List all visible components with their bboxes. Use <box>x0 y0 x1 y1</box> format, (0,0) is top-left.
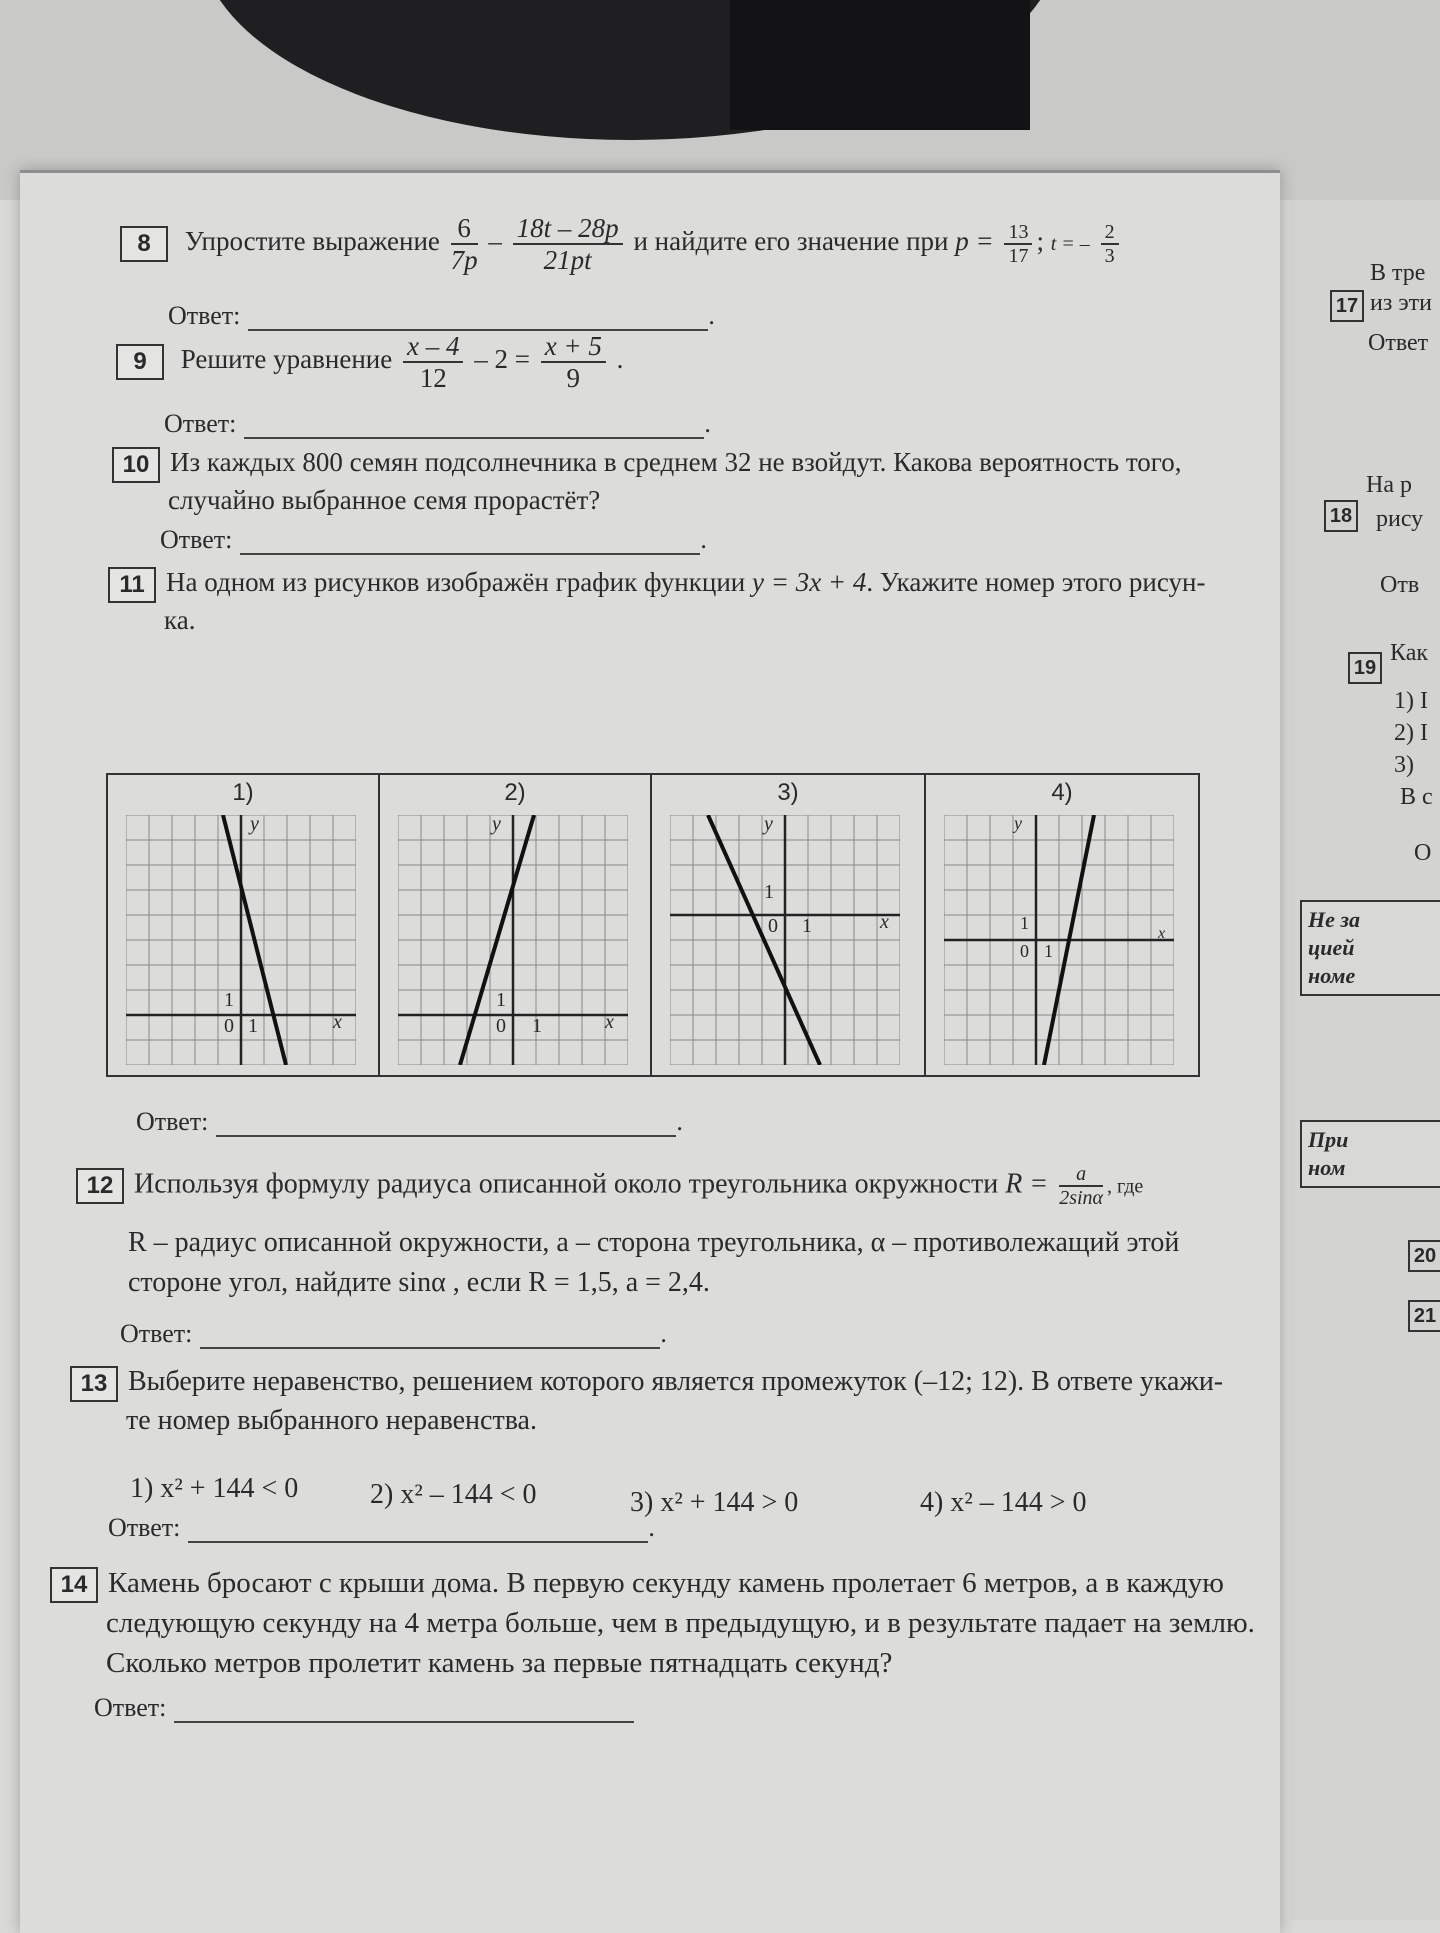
task-line <box>76 1163 1276 1209</box>
y-unit-label: 1 <box>1020 913 1029 933</box>
answer-field[interactable] <box>240 531 700 555</box>
task-line <box>50 1563 1270 1603</box>
numerator: x – 4 <box>403 331 463 363</box>
answer-field[interactable] <box>248 307 708 331</box>
answer-dot: . <box>708 301 715 330</box>
answer-label: Ответ: <box>108 1513 181 1542</box>
p-equals: p = <box>955 226 994 257</box>
numerator: 6 <box>451 213 478 245</box>
task-10 <box>112 445 1272 517</box>
graph-label: 2) <box>504 779 526 806</box>
graph-2-plot <box>398 815 628 1065</box>
task-number-21: 21 <box>1408 1300 1440 1332</box>
graph-options <box>106 773 1200 1077</box>
denominator: 3 <box>1104 245 1115 267</box>
task-number: 11 <box>108 567 156 603</box>
denominator: 12 <box>419 363 447 393</box>
answer-field[interactable] <box>188 1519 648 1543</box>
task-number-17: 17 <box>1330 290 1364 322</box>
option-2[interactable]: 2) x² – 144 < 0 <box>370 1479 537 1510</box>
x-axis-label: x <box>880 911 889 933</box>
answer-dot: . <box>676 1107 683 1136</box>
answer-10 <box>160 525 707 555</box>
task-line: следующую секунду на 4 метра больше, чем в предыдущую, и в результате падает на землю. <box>106 1607 1255 1640</box>
task-number: 8 <box>120 226 168 262</box>
task-text: Камень бросают с крыши дома. В первую секунду камень пролетает 6 метров, а в каждую <box>108 1567 1224 1599</box>
y-unit-label: 1 <box>496 989 506 1011</box>
text-17b: из эти <box>1370 290 1432 316</box>
answer-field[interactable] <box>244 415 704 439</box>
answer-label: Ответ: <box>168 301 241 330</box>
side-note-1 <box>1300 900 1440 996</box>
side-note-line: Не за <box>1308 907 1360 932</box>
answer-label: Ответ: <box>136 1107 209 1136</box>
answer-11 <box>136 1107 683 1137</box>
task-line: те номер выбранного неравенства. <box>126 1404 537 1436</box>
answer-dot: . <box>700 525 707 554</box>
task-line: Сколько метров пролетит камень за первые пятнадцать секунд? <box>106 1647 893 1680</box>
numerator: 13 <box>1004 221 1032 245</box>
task-text: и найдите его значение при <box>633 226 949 257</box>
task-text: На одном из рисунков изображён график функции <box>166 567 746 597</box>
side-note-line: цией <box>1308 935 1355 960</box>
graph-label: 1) <box>232 779 254 806</box>
separator: ; <box>1036 226 1044 257</box>
side-note-2 <box>1300 1120 1440 1188</box>
x-axis-label: x <box>605 1011 614 1033</box>
task-text: Используя формулу радиуса описанной около треугольника окружности <box>134 1168 999 1200</box>
task-11 <box>108 565 1278 637</box>
task-13 <box>70 1363 1270 1440</box>
option-19-2: 2) I <box>1394 720 1428 746</box>
graph-option-2[interactable] <box>380 775 652 1075</box>
denominator: 17 <box>1008 245 1029 267</box>
graph-option-1[interactable] <box>108 775 380 1075</box>
task-text: Упростите выражение <box>184 226 440 257</box>
answer-label: Ответ: <box>120 1319 193 1348</box>
task-number-19: 19 <box>1348 652 1382 684</box>
graph-label: 3) <box>777 779 799 806</box>
fraction-1 <box>403 331 463 393</box>
denominator: 9 <box>566 363 581 393</box>
graph-option-3[interactable] <box>652 775 926 1075</box>
fraction-1 <box>451 213 478 275</box>
numerator: a <box>1059 1163 1103 1187</box>
option-19-1: 1) I <box>1394 688 1428 714</box>
answer-dot: . <box>660 1319 667 1348</box>
text-19a: Как <box>1390 640 1429 666</box>
task-text: . Укажите номер этого рисун- <box>866 567 1206 597</box>
x-axis-label: x <box>333 1011 342 1033</box>
task-number: 14 <box>50 1567 98 1603</box>
task-text: , где <box>1107 1175 1144 1198</box>
worksheet-page <box>20 170 1280 1933</box>
y-unit-label: 1 <box>764 881 774 903</box>
task-line <box>70 1363 1270 1402</box>
r-equals: R = <box>1005 1168 1049 1200</box>
fraction-2 <box>541 331 606 393</box>
task-line: ка. <box>164 604 196 635</box>
task-text: Из каждых 800 семян подсолнечника в среднем 32 не взойдут. Какова вероятность того, <box>170 447 1182 477</box>
y-axis-label: y <box>764 813 773 835</box>
radius-fraction <box>1059 1163 1103 1209</box>
denominator: 21pt <box>543 245 592 275</box>
numerator: 18t – 28p <box>513 213 623 245</box>
side-note-line: номе <box>1308 963 1356 988</box>
task-line: R – радиус описанной окружности, a – сторона треугольника, α – противолежащий этой <box>128 1227 1180 1258</box>
text-18a: На р <box>1366 472 1412 498</box>
x-unit-label: 1 <box>1044 941 1053 961</box>
answer-12 <box>120 1319 667 1349</box>
answer-18: Отв <box>1380 572 1420 598</box>
task-number: 10 <box>112 447 160 483</box>
answer-14 <box>94 1693 634 1723</box>
answer-field[interactable] <box>174 1699 634 1723</box>
side-note-line: ном <box>1308 1155 1346 1180</box>
origin-label: 0 <box>768 915 778 937</box>
option-4[interactable]: 4) x² – 144 > 0 <box>920 1487 1087 1518</box>
graph-option-4[interactable] <box>926 775 1198 1075</box>
task-line: случайно выбранное семя прорастёт? <box>168 484 601 515</box>
task-line <box>108 565 1278 603</box>
task-8 <box>120 213 1270 275</box>
origin-label: 0 <box>1020 941 1029 961</box>
t-fraction <box>1101 221 1119 267</box>
y-axis-label: y <box>492 813 501 835</box>
graph-label: 4) <box>1051 779 1073 806</box>
task-12 <box>76 1163 1276 1303</box>
operator: – <box>488 226 502 257</box>
origin-label: 0 <box>496 1015 506 1037</box>
option-1[interactable]: 1) x² + 144 < 0 <box>130 1473 299 1504</box>
numerator: x + 5 <box>541 331 606 363</box>
answer-dot: . <box>704 409 711 438</box>
task-number: 12 <box>76 1168 124 1204</box>
fraction-2 <box>513 213 623 275</box>
option-19-4: В с <box>1400 784 1433 810</box>
answer-dot: . <box>648 1513 655 1542</box>
task-14 <box>50 1563 1270 1683</box>
end-dot: . <box>616 344 624 375</box>
y-axis-label: y <box>250 813 259 835</box>
answer-9 <box>164 409 711 439</box>
task-number: 9 <box>116 344 164 380</box>
p-fraction <box>1004 221 1032 267</box>
answer-label: Ответ: <box>94 1693 167 1722</box>
answer-field[interactable] <box>216 1113 676 1137</box>
answer-8 <box>168 301 715 331</box>
function-formula: y = 3x + 4 <box>751 567 867 597</box>
y-unit-label: 1 <box>224 989 234 1011</box>
task-9 <box>116 331 1016 393</box>
answer-label: Ответ: <box>164 409 237 438</box>
graph-3-plot <box>670 815 900 1065</box>
task-text: Решите уравнение <box>180 344 393 375</box>
x-unit-label: 1 <box>532 1015 542 1037</box>
task-number: 13 <box>70 1366 118 1402</box>
task-number-20: 20 <box>1408 1240 1440 1272</box>
task-line: стороне угол, найдите sinα , если R = 1,5, a = 2,4. <box>128 1267 710 1298</box>
denominator: 7p <box>450 245 478 275</box>
text-17a: В тре <box>1370 260 1426 286</box>
dark-box-top <box>730 0 1030 130</box>
origin-label: 0 <box>224 1015 234 1037</box>
graph-1-plot <box>126 815 356 1065</box>
answer-17: Ответ <box>1368 330 1429 356</box>
task-number-18: 18 <box>1324 500 1358 532</box>
answer-label: Ответ: <box>160 525 233 554</box>
x-unit-label: 1 <box>248 1015 258 1037</box>
side-note-line: При <box>1308 1127 1349 1152</box>
numerator: 2 <box>1101 221 1119 245</box>
right-page <box>1290 200 1440 1920</box>
denominator: 2sinα <box>1059 1187 1104 1209</box>
x-axis-label: x <box>1158 925 1166 942</box>
task-text: Выберите неравенство, решением которого является промежуток (–12; 12). В ответе укажи- <box>128 1366 1224 1397</box>
option-19-3: 3) <box>1394 752 1414 778</box>
answer-field[interactable] <box>200 1325 660 1349</box>
task-line <box>112 445 1272 483</box>
y-axis-label: y <box>1014 813 1022 833</box>
answer-19: О <box>1414 840 1432 866</box>
text-18b: рису <box>1376 506 1424 532</box>
x-unit-label: 1 <box>802 915 812 937</box>
operator: – 2 = <box>474 344 530 375</box>
answer-13 <box>108 1513 655 1543</box>
option-3[interactable]: 3) x² + 144 > 0 <box>630 1487 799 1518</box>
t-equals: t = – <box>1050 233 1090 256</box>
graph-4-plot <box>944 815 1174 1065</box>
